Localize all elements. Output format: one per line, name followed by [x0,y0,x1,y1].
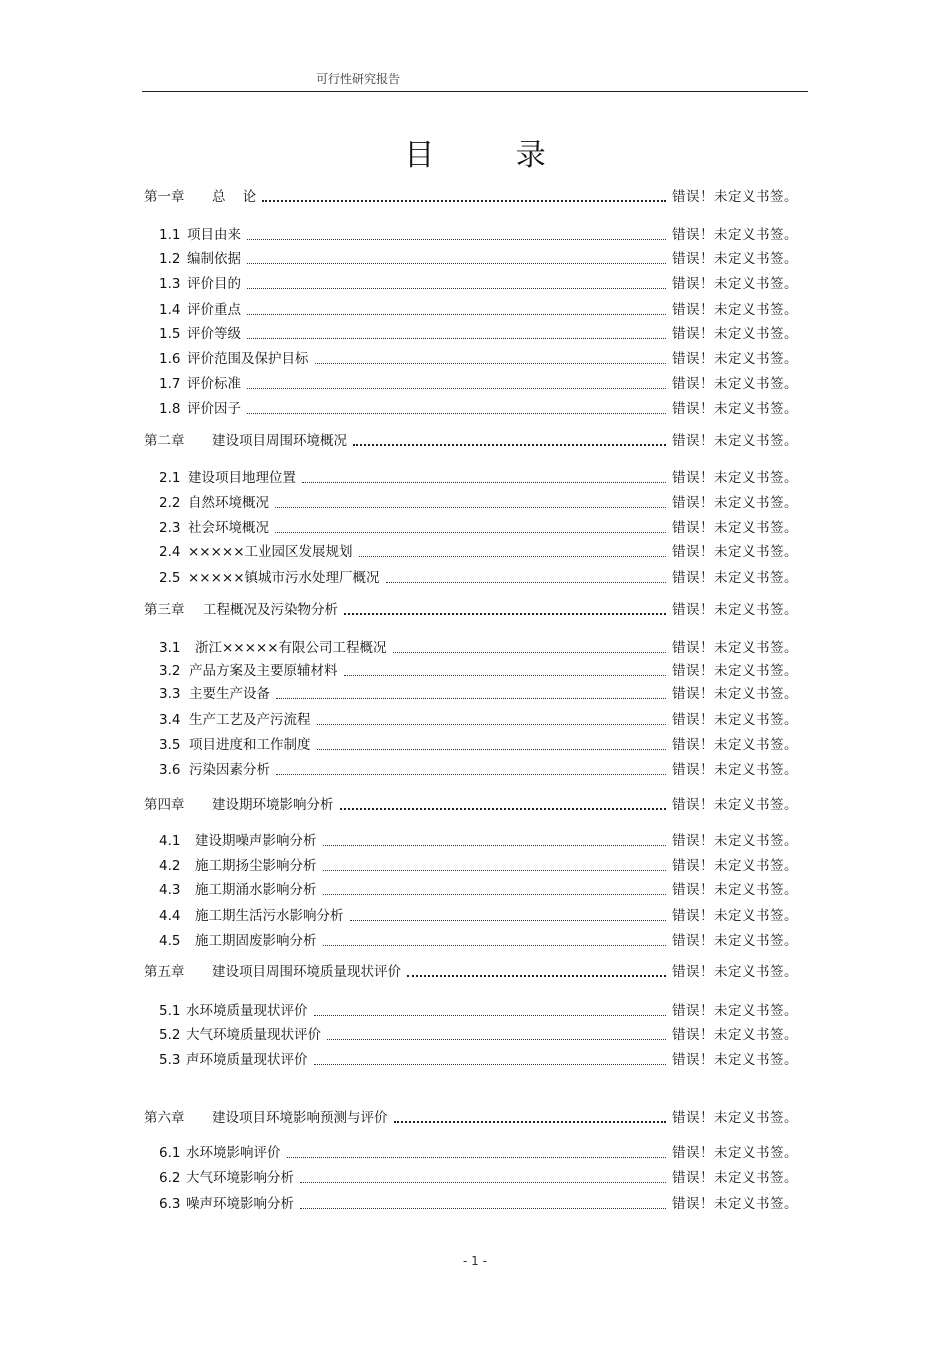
toc-entry-page-ref: 错误！未定义书签。 [672,326,798,342]
toc-entry-label: 建设项目环境影响预测与评价 [212,1110,388,1126]
toc-section-entry [159,493,798,513]
dot-leader [359,556,666,557]
toc-entry-number: 第五章 [144,964,185,980]
toc-entry-number: 1.8 [159,401,181,417]
toc-entry-number: 6.2 [159,1170,181,1186]
toc-chapter-entry [144,187,798,207]
dot-leader [247,239,666,240]
toc-section-entry [159,931,798,951]
toc-entry-page-ref: 错误！未定义书签。 [672,1027,798,1043]
toc-section-entry [159,1143,798,1163]
toc-entry-page-ref: 错误！未定义书签。 [672,520,798,536]
dot-leader [276,698,666,699]
toc-entry-number: 3.2 [159,663,181,679]
toc-entry-label: 浙江×××××有限公司工程概况 [195,640,387,656]
toc-section-entry [159,1050,798,1070]
dot-leader [353,444,666,446]
toc-entry-page-ref: 错误！未定义书签。 [672,933,798,949]
toc-entry-label: ×××××工业园区发展规划 [188,544,353,560]
dot-leader [327,1039,666,1040]
toc-entry-number: 1.3 [159,276,181,292]
toc-entry-number: 1.7 [159,376,181,392]
dot-leader [317,749,667,750]
toc-entry-page-ref: 错误！未定义书签。 [672,1196,798,1212]
toc-title: 目 录 [404,138,582,173]
dot-leader [247,388,666,389]
toc-section-entry [159,568,798,588]
toc-entry-page-ref: 错误！未定义书签。 [672,470,798,486]
toc-chapter-entry [144,962,798,982]
dot-leader [317,724,667,725]
toc-entry-page-ref: 错误！未定义书签。 [672,712,798,728]
toc-entry-number: 2.3 [159,520,181,536]
toc-entry-page-ref: 错误！未定义书签。 [672,737,798,753]
toc-section-entry [159,906,798,926]
toc-entry-number: 5.1 [159,1003,181,1019]
dot-leader [247,314,666,315]
toc-section-entry [159,661,798,681]
toc-entry-page-ref: 错误！未定义书签。 [672,663,798,679]
dot-leader [314,1064,667,1065]
toc-entry-page-ref: 错误！未定义书签。 [672,602,798,618]
toc-section-entry [159,638,798,658]
toc-entry-label: 污染因素分析 [189,762,270,778]
toc-entry-label: 评价等级 [187,326,241,342]
dot-leader [275,532,666,533]
toc-section-entry [159,518,798,538]
toc-entry-number: 4.2 [159,858,181,874]
toc-entry-number: 1.5 [159,326,181,342]
page-number: - 1 - [463,1254,487,1268]
toc-entry-page-ref: 错误！未定义书签。 [672,401,798,417]
toc-entry-number: 1.2 [159,251,181,267]
toc-entry-page-ref: 错误！未定义书签。 [672,1110,798,1126]
toc-entry-label: 评价目的 [187,276,241,292]
toc-section-entry [159,880,798,900]
toc-entry-page-ref: 错误！未定义书签。 [672,882,798,898]
toc-entry-page-ref: 错误！未定义书签。 [672,908,798,924]
toc-entry-page-ref: 错误！未定义书签。 [672,1170,798,1186]
toc-section-entry [159,374,798,394]
toc-entry-page-ref: 错误！未定义书签。 [672,351,798,367]
toc-entry-page-ref: 错误！未定义书签。 [672,640,798,656]
toc-section-entry [159,399,798,419]
toc-entry-label: 建设项目地理位置 [188,470,296,486]
dot-leader [323,870,667,871]
toc-entry-page-ref: 错误！未定义书签。 [672,1052,798,1068]
toc-entry-number: 5.2 [159,1027,181,1043]
dot-leader [344,613,666,615]
toc-chapter-entry [144,795,798,815]
dot-leader [247,263,666,264]
toc-entry-number: 2.5 [159,570,181,586]
toc-section-entry [159,349,798,369]
toc-entry-number: 1.1 [159,227,181,243]
toc-entry-label: 大气环境质量现状评价 [186,1027,321,1043]
toc-entry-page-ref: 错误！未定义书签。 [672,797,798,813]
dot-leader [300,1208,666,1209]
dot-leader [393,652,666,653]
dot-leader [262,200,666,202]
toc-entry-label: 生产工艺及产污流程 [189,712,311,728]
toc-chapter-entry [144,600,798,620]
dot-leader [386,582,666,583]
toc-entry-number: 第一章 [144,189,185,205]
toc-entry-page-ref: 错误！未定义书签。 [672,276,798,292]
toc-entry-number: 4.3 [159,882,181,898]
toc-entry-number: 1.6 [159,351,181,367]
toc-entry-page-ref: 错误！未定义书签。 [672,189,798,205]
toc-entry-number: 第四章 [144,797,185,813]
toc-entry-label: 工程概况及污染物分析 [203,602,338,618]
toc-section-entry [159,710,798,730]
toc-entry-label: 施工期涌水影响分析 [195,882,317,898]
toc-entry-page-ref: 错误！未定义书签。 [672,762,798,778]
toc-entry-label: 声环境质量现状评价 [186,1052,308,1068]
toc-entry-page-ref: 错误！未定义书签。 [672,376,798,392]
toc-entry-number: 2.4 [159,544,181,560]
toc-entry-page-ref: 错误！未定义书签。 [672,1003,798,1019]
toc-section-entry [159,225,798,245]
running-header: 可行性研究报告 [316,72,401,86]
toc-entry-label: 项目进度和工作制度 [189,737,311,753]
toc-entry-label: 施工期生活污水影响分析 [195,908,344,924]
toc-entry-number: 1.4 [159,302,181,318]
dot-leader [340,808,667,810]
toc-entry-label: 项目由来 [187,227,241,243]
toc-entry-number: 2.1 [159,470,181,486]
toc-entry-page-ref: 错误！未定义书签。 [672,964,798,980]
toc-section-entry [159,760,798,780]
toc-section-entry [159,300,798,320]
dot-leader [287,1157,667,1158]
toc-section-entry [159,735,798,755]
toc-section-entry [159,324,798,344]
toc-entry-label: 评价标准 [187,376,241,392]
toc-entry-page-ref: 错误！未定义书签。 [672,227,798,243]
toc-entry-number: 4.1 [159,833,181,849]
toc-entry-number: 2.2 [159,495,181,511]
toc-section-entry [159,249,798,269]
toc-entry-label: 评价重点 [187,302,241,318]
dot-leader [323,945,667,946]
toc-section-entry [159,1025,798,1045]
dot-leader [394,1121,667,1123]
toc-entry-number: 5.3 [159,1052,181,1068]
toc-entry-page-ref: 错误！未定义书签。 [672,1145,798,1161]
toc-entry-page-ref: 错误！未定义书签。 [672,495,798,511]
toc-section-entry [159,274,798,294]
toc-section-entry [159,1194,798,1214]
toc-entry-label: 社会环境概况 [188,520,269,536]
toc-entry-label: 建设期噪声影响分析 [195,833,317,849]
dot-leader [344,675,667,676]
toc-entry-label: 自然环境概况 [188,495,269,511]
toc-entry-page-ref: 错误！未定义书签。 [672,833,798,849]
toc-entry-label: 噪声环境影响分析 [186,1196,294,1212]
dot-leader [247,338,666,339]
toc-entry-page-ref: 错误！未定义书签。 [672,570,798,586]
toc-entry-page-ref: 错误！未定义书签。 [672,302,798,318]
toc-entry-number: 4.4 [159,908,181,924]
toc-entry-label: 水环境质量现状评价 [186,1003,308,1019]
toc-section-entry [159,468,798,488]
toc-entry-number: 第三章 [144,602,185,618]
toc-entry-number: 3.1 [159,640,181,656]
toc-entry-number: 6.1 [159,1145,181,1161]
toc-entry-label: 总 论 [212,189,257,205]
dot-leader [276,774,666,775]
toc-entry-number: 4.5 [159,933,181,949]
toc-entry-label: 产品方案及主要原辅材料 [189,663,338,679]
toc-entry-label: 评价因子 [187,401,241,417]
toc-entry-label: 主要生产设备 [189,686,270,702]
toc-section-entry [159,542,798,562]
toc-entry-number: 3.6 [159,762,181,778]
toc-entry-number: 3.5 [159,737,181,753]
dot-leader [407,975,666,977]
toc-entry-label: 编制依据 [187,251,241,267]
toc-entry-label: 施工期固废影响分析 [195,933,317,949]
toc-entry-label: ×××××镇城市污水处理厂概况 [188,570,380,586]
toc-entry-label: 大气环境影响分析 [186,1170,294,1186]
toc-entry-label: 建设项目周围环境概况 [212,433,347,449]
toc-entry-number: 6.3 [159,1196,181,1212]
toc-section-entry [159,1001,798,1021]
dot-leader [247,288,666,289]
toc-entry-label: 施工期扬尘影响分析 [195,858,317,874]
toc-entry-page-ref: 错误！未定义书签。 [672,433,798,449]
dot-leader [247,413,666,414]
toc-entry-number: 3.4 [159,712,181,728]
dot-leader [302,482,666,483]
dot-leader [315,363,667,364]
toc-chapter-entry [144,1108,798,1128]
toc-section-entry [159,856,798,876]
toc-entry-label: 建设期环境影响分析 [212,797,334,813]
toc-entry-label: 评价范围及保护目标 [187,351,309,367]
toc-section-entry [159,831,798,851]
toc-chapter-entry [144,431,798,451]
toc-entry-page-ref: 错误！未定义书签。 [672,686,798,702]
toc-entry-number: 第六章 [144,1110,185,1126]
toc-entry-page-ref: 错误！未定义书签。 [672,858,798,874]
toc-entry-page-ref: 错误！未定义书签。 [672,544,798,560]
header-rule [142,91,808,92]
toc-entry-label: 建设项目周围环境质量现状评价 [212,964,401,980]
dot-leader [323,894,667,895]
dot-leader [314,1015,667,1016]
toc-entry-page-ref: 错误！未定义书签。 [672,251,798,267]
dot-leader [350,920,667,921]
toc-section-entry [159,1168,798,1188]
toc-entry-number: 3.3 [159,686,181,702]
dot-leader [323,845,667,846]
toc-entry-label: 水环境影响评价 [186,1145,281,1161]
dot-leader [275,507,666,508]
dot-leader [300,1182,666,1183]
toc-entry-number: 第二章 [144,433,185,449]
toc-section-entry [159,684,798,704]
